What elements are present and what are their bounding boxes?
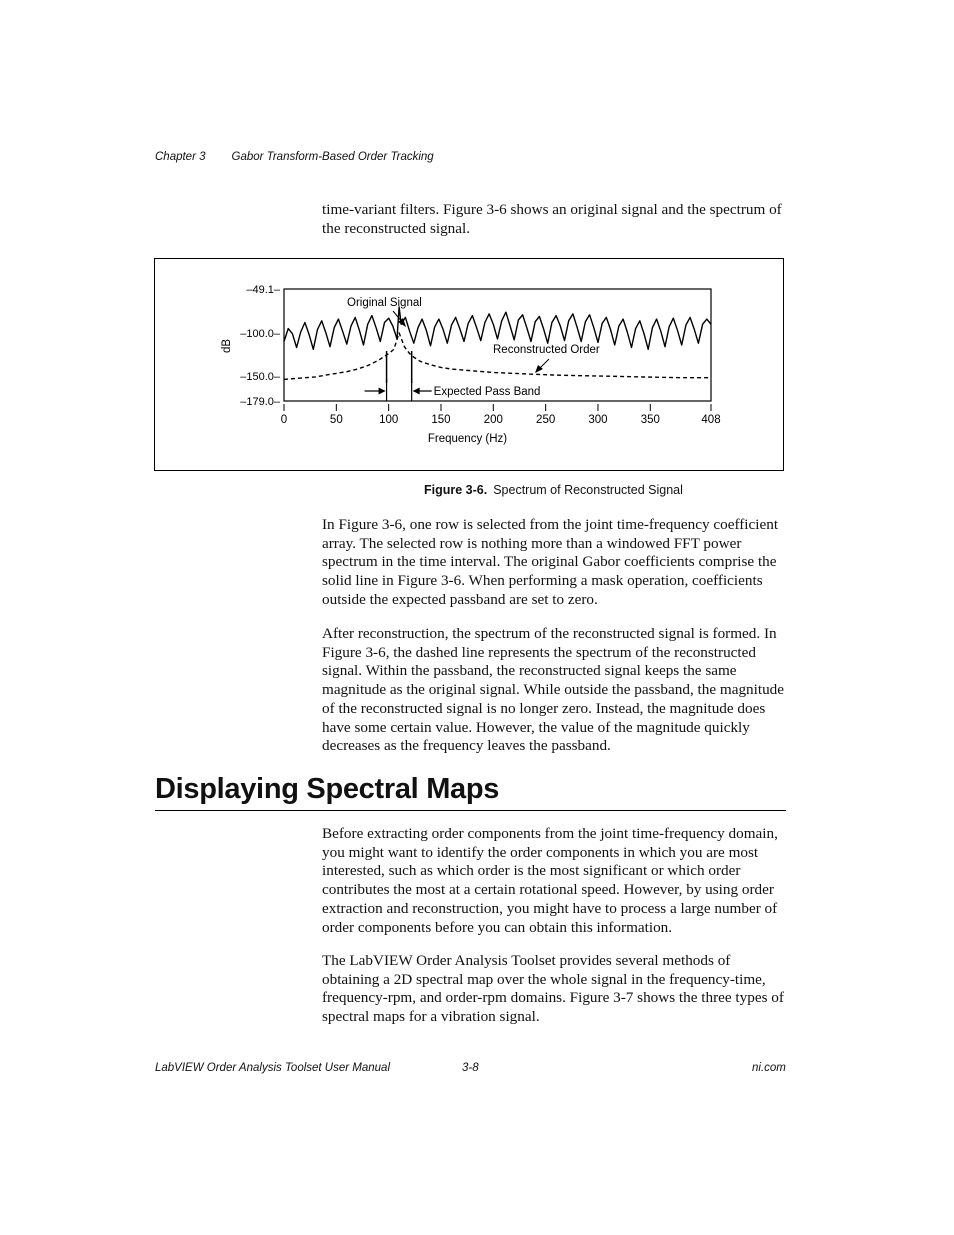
arrowhead-icon — [379, 388, 386, 395]
figure-number: Figure 3-6. — [424, 483, 488, 497]
paragraph: Before extracting order components from the joint time-frequency domain, you might want to identify the order components in which you are most interested, such as which order is the most significant or which order contributes the most at a certain rotational speed. However, by using order extraction and reconstruction, you might have to process a large number of order components before you can obtain this information. — [322, 825, 778, 936]
x-tick-label: 408 — [701, 414, 721, 426]
x-tick-label: 100 — [379, 414, 399, 426]
chapter-label: Chapter 3 — [155, 151, 206, 163]
paragraph: In Figure 3-6, one row is selected from the joint time-frequency coefficient array. The selected row is nothing more than a windowed FFT power spectrum in the time interval. The original Gabor coefficients comprise the solid line in Figure 3-6. When performing a mask operation, coefficients outside the expected passband are set to zero. — [322, 516, 779, 608]
spectrum-chart — [155, 259, 783, 470]
y-axis-title: dB — [221, 338, 233, 354]
footer-manual-title: LabVIEW Order Analysis Toolset User Manual — [155, 1062, 390, 1074]
footer-website: ni.com — [752, 1062, 786, 1074]
x-tick-label: 350 — [640, 414, 660, 426]
y-tick-label: –100.0– — [240, 327, 280, 340]
x-tick-label: 250 — [536, 414, 556, 426]
x-tick-label: 300 — [588, 414, 608, 426]
running-header — [155, 151, 434, 163]
y-tick-label: –49.1– — [246, 284, 280, 296]
body-paragraph-2 — [322, 625, 787, 756]
x-tick-label: 150 — [431, 414, 451, 426]
x-tick-label: 0 — [280, 414, 288, 426]
paragraph: After reconstruction, the spectrum of the reconstructed signal is formed. In Figure 3-6, the dashed line represents the spectrum of the reconstructed signal. Within the passband, the reconstructed signal keeps the same magnitude as the original signal. While outside the passband, the magnitude of the reconstructed signal is no longer zero. Instead, the magnitude does have some certain value. However, the value of the magnitude quickly decreases as the frequency leaves the passband. — [322, 625, 784, 755]
figure-caption — [424, 483, 683, 497]
body-paragraph-1 — [322, 516, 787, 610]
figure-frame — [154, 258, 784, 471]
section-paragraph-2 — [322, 952, 787, 1027]
section-heading: Displaying Spectral Maps — [155, 773, 500, 805]
pass-band-annotation: Expected Pass Band — [433, 386, 541, 398]
intro-text — [322, 201, 787, 238]
section-paragraph-1 — [322, 825, 787, 937]
original-signal-annotation: Original Signal — [347, 297, 422, 309]
x-tick-label: 50 — [329, 414, 343, 426]
y-tick-label: –150.0– — [240, 370, 280, 383]
x-tick-label: 200 — [483, 414, 503, 426]
heading-rule — [155, 810, 786, 811]
chapter-title: Gabor Transform-Based Order Tracking — [231, 151, 434, 163]
x-axis-title: Frequency (Hz) — [427, 433, 508, 445]
intro-paragraph: time-variant filters. Figure 3-6 shows an original signal and the spectrum of the reconstructed signal. — [322, 201, 782, 237]
arrowhead-icon — [413, 388, 420, 395]
y-tick-label: –179.0– — [240, 396, 280, 408]
figure-caption-text: Spectrum of Reconstructed Signal — [493, 483, 683, 497]
reconstructed-order-annotation: Reconstructed Order — [493, 344, 600, 356]
footer-page-number: 3-8 — [462, 1062, 479, 1074]
paragraph: The LabVIEW Order Analysis Toolset provides several methods of obtaining a 2D spectral map over the whole signal in the frequency-time, frequency-rpm, and order-rpm domains. Figure 3-7 shows the three types of spectral maps for a vibration signal. — [322, 952, 784, 1026]
original-signal-line — [284, 307, 711, 349]
